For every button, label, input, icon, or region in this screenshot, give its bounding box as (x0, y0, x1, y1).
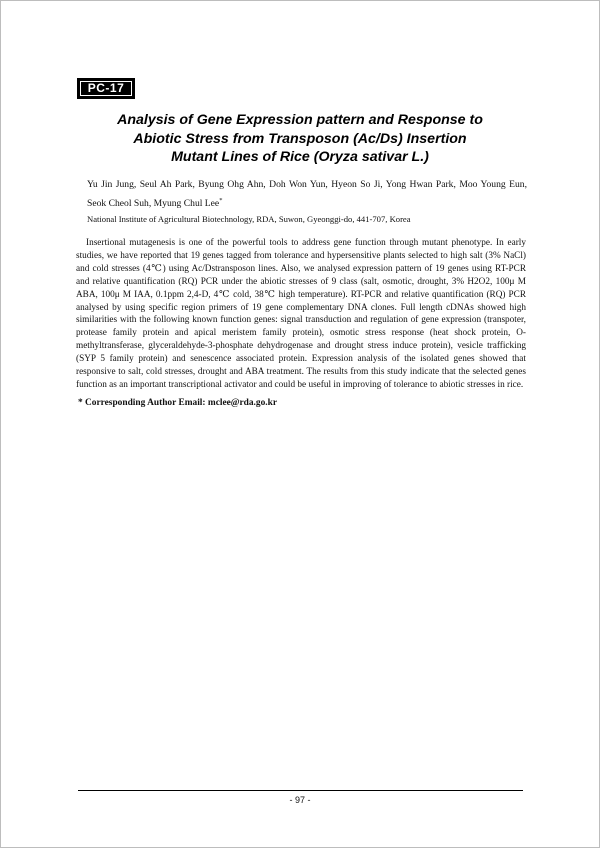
corresponding-author-mark: * (219, 197, 223, 204)
corresponding-author-email: * Corresponding Author Email: mclee@rda.go.kr (78, 398, 277, 408)
affiliation: National Institute of Agricultural Biotechnology, RDA, Suwon, Gyeonggi-do, 441-707, Korea (87, 214, 411, 224)
session-code-badge: PC-17 (77, 78, 135, 99)
paper-title-line-3: Mutant Lines of Rice (Oryza sativar L.) (171, 149, 429, 166)
paper-title (80, 111, 520, 167)
author-list (87, 177, 527, 212)
footer-divider (78, 790, 523, 791)
paper-title-line-1: Analysis of Gene Expression pattern and Response to (117, 112, 483, 128)
abstract-text: Insertional mutagenesis is one of the powerful tools to address gene function through mutant phenotype. In early studies, we have reported that 19 genes tagged from tolerance and hypersensitive plants selected to high salt (3% NaCl) and cold stresses (4℃) using Ac/Dstransposon lines. Also, we analysed expression pattern of 19 genes using RT-PCR and relative quantification (RQ) PCR under the abiotic stresses of 9 class (salt, osmotic, drought, 3% H2O2, 100μ M ABA, 100μ M IAA, 0.1ppm 2,4-D, 4℃ cold, 38℃ high temperature). RT-PCR and relative quantification (RQ) PCR analysed by using specific region primers of 19 gene complementary DNA clones. Full length cDNAs showed high similarities with the following known function genes: signal transduction and regulation of gene expression (transpoter, protease family protein and apical meristem family protein), osmotic stress response (heat shock protein, O-methyltransferase, glyceraldehyde-3-phosphate dehydrogenase and drought stress induce protein), vesicle trafficking (SYP 5 family protein) and senescence associated protein. Expression analysis of the isolated genes showed that responsive to salt, cold stresses, drought and ABA treatment. The results from this study indicate that the selected genes function as an important transcriptional activator and could be useful in improving of tolerance to abiotic stresses in rice. (76, 238, 526, 390)
paper-title-line-2: Abiotic Stress from Transposon (Ac/Ds) Insertion (133, 130, 467, 147)
page-number: - 97 - (289, 795, 311, 805)
author-names: Yu Jin Jung, Seul Ah Park, Byung Ohg Ahn, Doh Won Yun, Hyeon So Ji, Yong Hwan Park, Moo Young Eun, Seok Cheol Suh, Myung Chul Lee (87, 179, 527, 209)
